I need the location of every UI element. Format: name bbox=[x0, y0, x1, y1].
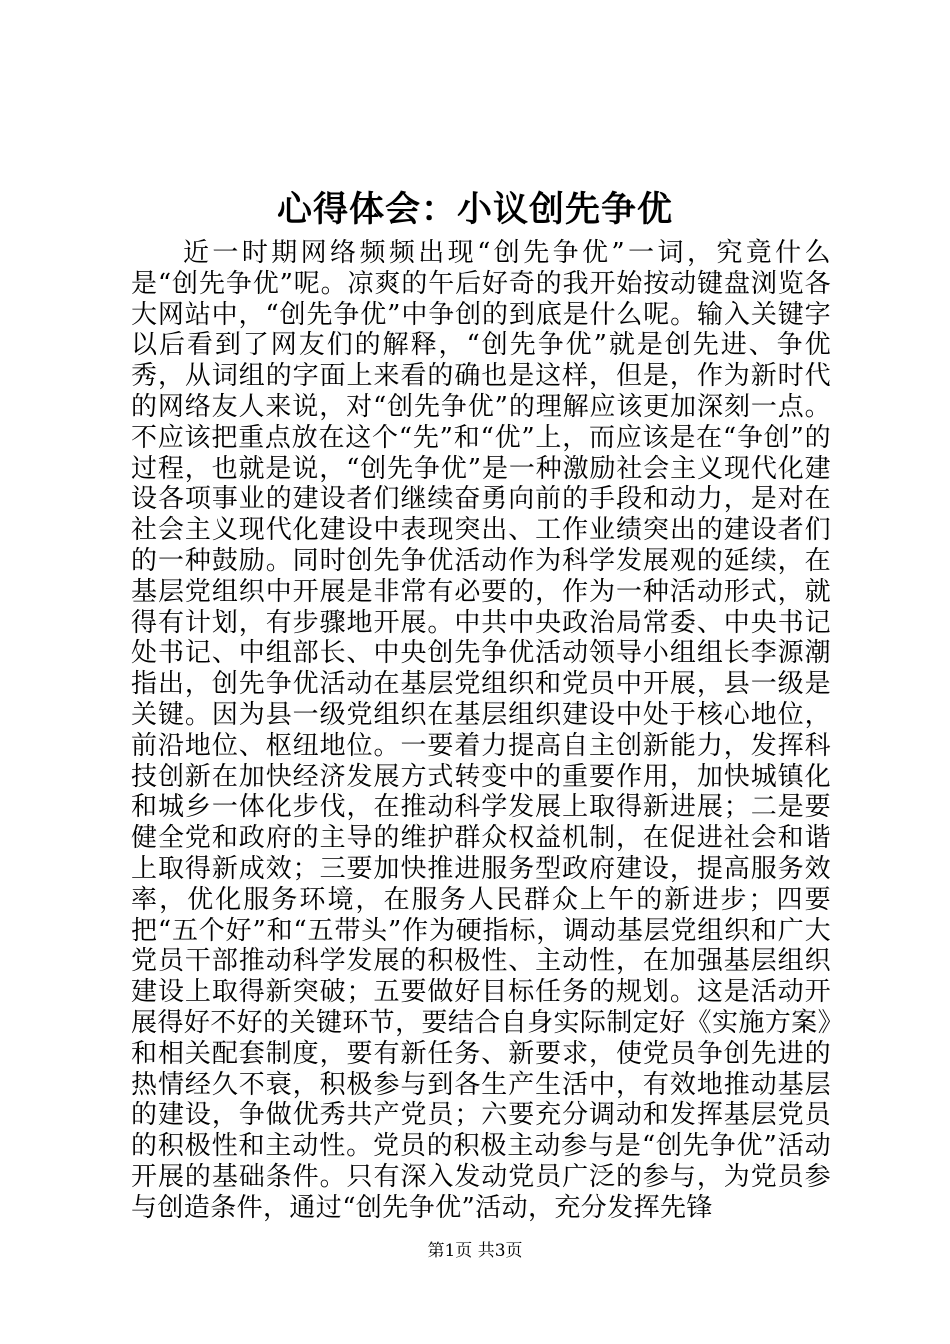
document-title: 心得体会：小议创先争优 bbox=[276, 189, 673, 230]
page-number: 第1页 共3页 bbox=[427, 1241, 523, 1261]
body-paragraph: 近一时期网络频频出现“创先争优”一词，究竟什么是“创先争优”呢。凉爽的午后好奇的我开始按动键盘浏览各大网站中，“创先争优”中争创的到底是什么呢。输入关键字以后看到了网友们的解释，“创先争优”就是创先进、争优秀，从词组的字面上来看的确也是这样，但是，作为新时代的网络友人来说，对“创先争优”的理解应该更加深刻一点。不应该把重点放在这个“先”和“优”上，而应该是在“争创”的过程，也就是说，“创先争优”是一种激励社会主义现代化建设各项事业的建设者们继续奋勇向前的手段和动力，是对在社会主义现代化建设中表现突出、工作业绩突出的建设者们的一种鼓励。同时创先争优活动作为科学发展观的延续，在基层党组织中开展是非常有必要的，作为一种活动形式，就得有计划，有步骤地开展。中共中央政治局常委、中央书记处书记、中组部长、中央创先争优活动领导小组组长李源潮指出，创先争优活动在基层党组织和党员中开展，县一级是关键。因为县一级党组织在基层组织建设中处于核心地位，前沿地位、枢纽地位。一要着力提高自主创新能力，发挥科技创新在加快经济发展方式转变中的重要作用，加快城镇化和城乡一体化步伐，在推动科学发展上取得新进展；二是要健全党和政府的主导的维护群众权益机制，在促进社会和谐上取得新成效；三要加快推进服务型政府建设，提高服务效率，优化服务环境，在服务人民群众上午的新进步；四要把“五个好”和“五带头”作为硬指标，调动基层党组织和广大党员干部推动科学发展的积极性、主动性，在加强基层组织建设上取得新突破；五要做好目标任务的规划。这是活动开展得好不好的关键环节，要结合自身实际制定好《实施方案》和相关配套制度，要有新任务、新要求，使党员争创先进的热情经久不衰，积极参与到各生产生活中，有效地推动基层的建设，争做优秀共产党员；六要充分调动和发挥基层党员的积极性和主动性。党员的积极主动参与是“创先争优”活动开展的基础条件。只有深入发动党员广泛的参与，为党员参与创造条件，通过“创先争优”活动，充分发挥先锋 bbox=[131, 238, 831, 1223]
